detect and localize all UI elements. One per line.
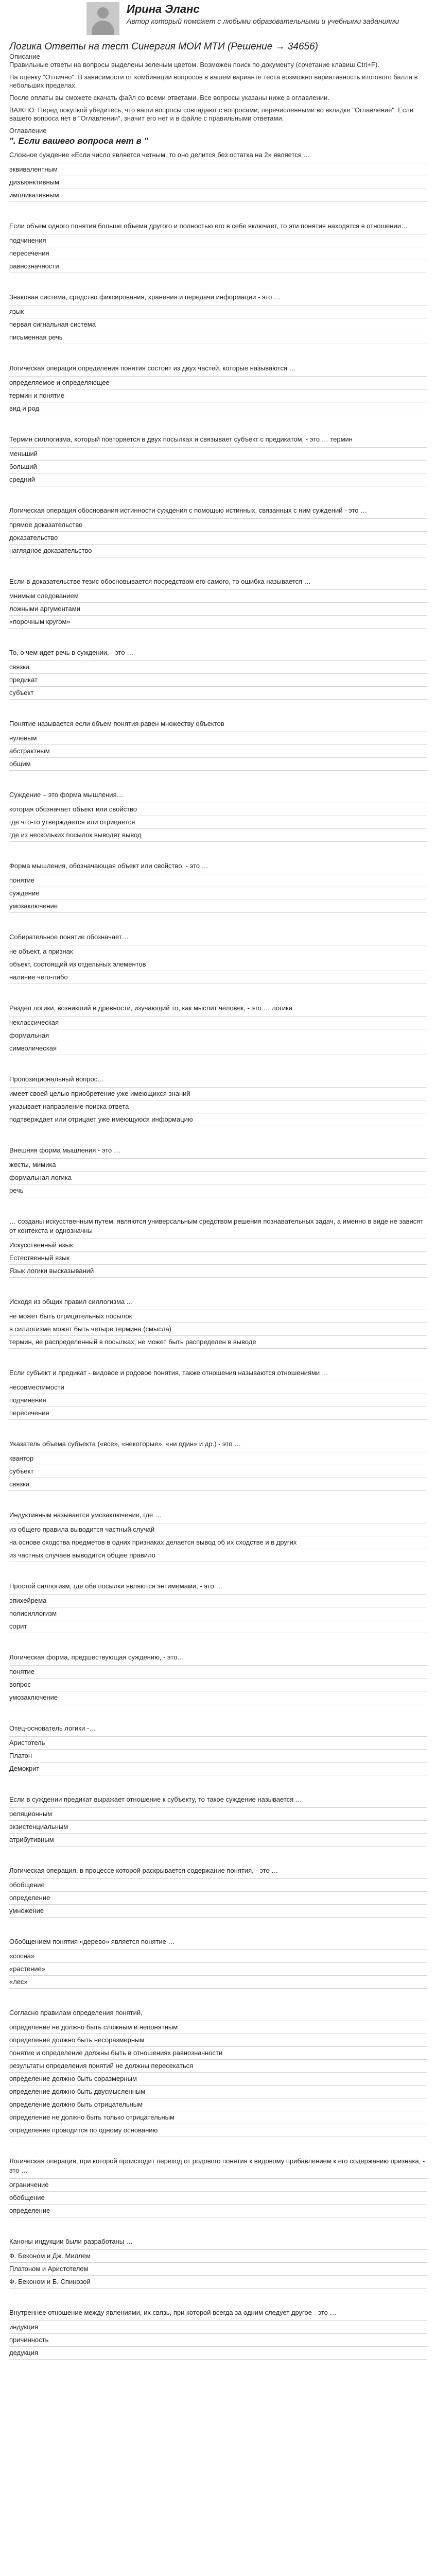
question-text: Простой силлогизм, где обе посылки являются энтимемами, - это … [9, 1582, 223, 1590]
question-block [9, 2237, 427, 2289]
author-description: Автор который поможет с любыми образовательными и учебными заданиями [127, 17, 399, 25]
answer-option: термин, не распределенный в посылках, не может быть распределен в выводе [9, 1335, 427, 1349]
toc-label: Оглавление [9, 127, 47, 134]
question-text: Обобщением понятия «дерево» является понятие … [9, 1938, 175, 1945]
question-block [9, 1866, 427, 1918]
question-text: То, о чем идет речь в суждении, - это … [9, 649, 134, 656]
answer-option: доказательство [9, 531, 427, 544]
answer-option: «порочным кругом» [9, 615, 427, 629]
answer-option: мнимым следованием [9, 589, 427, 602]
question-text: Логическая операция обоснования истинности суждения с помощью истинных, связанных с ним суждений - это … [9, 506, 368, 514]
answer-option: импликативным [9, 189, 427, 202]
question-block [9, 648, 427, 700]
answer-option: подчинения [9, 234, 427, 247]
answer-option: язык [9, 305, 427, 318]
question-block [9, 1582, 427, 1633]
answer-option: определение должно быть несоразмерным [9, 2033, 427, 2046]
answer-option: связка [9, 1478, 427, 1491]
answer-option: формальная [9, 1029, 427, 1042]
answer-option: где из нескольких посылок выводят вывод [9, 828, 427, 842]
answer-option: связка [9, 660, 427, 673]
answer-option: реляционным [9, 1807, 427, 1820]
answer-option: определение проводится по одному основанию [9, 2124, 427, 2137]
answer-option: определение [9, 1891, 427, 1904]
answer-option: определение должно быть отрицательным [9, 2098, 427, 2111]
question-text: Сложное суждение «Если число является четным, то оно делится без остатка на 2» является … [9, 151, 310, 159]
question-block [9, 506, 427, 557]
answer-option: атрибутивным [9, 1833, 427, 1846]
question-text: … созданы искусственным путем, являются универсальным средством решения познавательных задач, а именно в виде не зависят от контекста и однозначны [9, 1217, 424, 1234]
answer-option: средний [9, 473, 427, 486]
answer-option: пересечения [9, 1406, 427, 1420]
answer-option: символическая [9, 1042, 427, 1055]
answer-option: равнозначности [9, 260, 427, 273]
answer-option: «растение» [9, 1962, 427, 1975]
answer-option: эпихейрема [9, 1594, 427, 1607]
question-text: Указатель объема субъекта («все», «некоторые», «ни один» и др.) - это … [9, 1440, 241, 1448]
question-text: Логическая форма, предшествующая суждению, - это… [9, 1653, 184, 1661]
answer-option: предикат [9, 673, 427, 686]
answer-option: не может быть отрицательных посылок [9, 1310, 427, 1323]
question-block [9, 1937, 427, 1989]
answer-option: умножение [9, 1904, 427, 1918]
avatar-body-shape [92, 21, 114, 35]
question-text: Суждение – это форма мышления… [9, 791, 124, 799]
question-text: Если субъект и предикат - видовое и родовое понятия, также отношения называются отношениями … [9, 1369, 328, 1377]
question-block [9, 790, 427, 842]
answer-option: из частных случаев выводится общее правило [9, 1549, 427, 1562]
answer-option: ложными аргументами [9, 602, 427, 615]
question-block [9, 222, 427, 273]
answer-option: прямое доказательство [9, 518, 427, 531]
answer-option: дизъюнктивным [9, 176, 427, 189]
question-block [9, 364, 427, 415]
answer-option: подтверждает или отрицает уже имеющуюся информацию [9, 1113, 427, 1126]
question-block [9, 577, 427, 629]
question-text: Индуктивным называется умозаключение, где … [9, 1511, 162, 1519]
answer-option: формальная логика [9, 1171, 427, 1184]
answer-option: вопрос [9, 1678, 427, 1691]
answer-option: субъект [9, 686, 427, 700]
intro [9, 53, 427, 135]
intro-line: На оценку "Отлично". В зависимости от комбинации вопросов в вашем варианте теста возможно вариативность итогового балла в небольших пределах. [9, 73, 418, 89]
answer-option: определение [9, 2204, 427, 2217]
page-title: Логика Ответы на тест Синергия МОИ МТИ (Решение → 34656) [9, 41, 319, 52]
answer-option: первая сигнальная система [9, 318, 427, 331]
question-text: Согласно правилам определения понятий, [9, 2009, 143, 2016]
answer-option: нулевым [9, 732, 427, 744]
author-name[interactable]: Ирина Эланс [127, 3, 200, 15]
answer-option: обобщение [9, 1878, 427, 1891]
question-text: Внутреннее отношение между явлениями, их связь, при которой всегда за одним следует другое - это … [9, 2309, 337, 2316]
answer-option: ограничение [9, 2178, 427, 2191]
answer-option: имеет своей целью приобретение уже имеющихся знаний [9, 1087, 427, 1100]
answer-option: наличие чего-либо [9, 971, 427, 984]
answer-option: определение должно быть двусмысленным [9, 2085, 427, 2098]
question-text: Логическая операция, в процессе которой раскрывается содержание понятия, - это … [9, 1867, 278, 1874]
question-text: Внешняя форма мышления - это … [9, 1146, 120, 1154]
answer-option: обобщение [9, 2191, 427, 2204]
answer-option: Ф. Беконом и Б. Спинозой [9, 2275, 427, 2289]
question-text: Логическая операция определения понятия состоит из двух частей, которые называются … [9, 364, 296, 372]
answer-option: в силлогизме может быть четыре термина (смысла) [9, 1323, 427, 1335]
answer-option: из общего правила выводится частный случай [9, 1523, 427, 1536]
question-block [9, 2157, 427, 2217]
answer-option: на основе сходства предметов в одних признаках делается вывод об их сходстве и в других [9, 1536, 427, 1549]
question-block [9, 933, 427, 984]
answer-option: неклассическая [9, 1016, 427, 1029]
answer-option: сорит [9, 1620, 427, 1633]
question-block [9, 1146, 427, 1197]
question-block [9, 2008, 427, 2137]
answer-option: жесты, мимика [9, 1158, 427, 1171]
answer-option: Искусственный язык [9, 1239, 427, 1251]
answer-option: пересечения [9, 247, 427, 260]
avatar-head-shape [97, 7, 109, 19]
question-text: Исходя из общих правил силлогизма ... [9, 1298, 132, 1306]
question-text: Каноны индукции были разработаны … [9, 2238, 133, 2245]
author-info [127, 2, 399, 26]
answer-option: письменная речь [9, 331, 427, 344]
answer-option: определение не должно быть только отрицательным [9, 2111, 427, 2124]
answer-option: объект, состоящий из отдельных элементов [9, 958, 427, 971]
answer-option: Платон [9, 1749, 427, 1762]
answer-option: экзистенциальным [9, 1820, 427, 1833]
answer-option: меньший [9, 447, 427, 460]
question-text: Пропозициональный вопрос… [9, 1075, 104, 1083]
question-block [9, 435, 427, 486]
answer-option: полисиллогизм [9, 1607, 427, 1620]
answer-option: больший [9, 460, 427, 473]
answer-option: суждение [9, 887, 427, 900]
description-label: Описание [9, 53, 40, 60]
question-text: Знаковая система, средство фиксирования, хранения и передачи информации - это … [9, 293, 281, 301]
author-block [9, 0, 427, 35]
answer-option: эквивалентным [9, 163, 427, 176]
question-block [9, 1795, 427, 1846]
question-text: Если объем одного понятия больше объема другого и полностью его в себе включает, то эти понятия находятся в отношении… [9, 222, 408, 230]
answer-option: определение должно быть соразмерным [9, 2072, 427, 2085]
answer-option: указывает направление поиска ответа [9, 1100, 427, 1113]
answer-option: квантор [9, 1452, 427, 1465]
answer-option: индукция [9, 2320, 427, 2333]
answer-option: Естественный язык [9, 1251, 427, 1264]
answer-option: наглядное доказательство [9, 544, 427, 557]
answer-option: понятие и определение должны быть в отношениях равнозначности [9, 2046, 427, 2059]
question-block [9, 1511, 427, 1562]
intro-line: После оплаты вы сможете скачать файл со всеми ответами. Все вопросы указаны ниже в оглавлении. [9, 94, 329, 101]
question-list [9, 150, 427, 2360]
answer-option: дедукция [9, 2346, 427, 2360]
answer-option: определяемое и определяющее [9, 376, 427, 389]
section-header: ". Если вашего вопроса нет в " [9, 136, 148, 146]
answer-option: несовместимости [9, 1381, 427, 1394]
answer-option: не объект, а признак [9, 945, 427, 958]
answer-option: определение не должно быть сложным и непонятным [9, 2021, 427, 2033]
question-block [9, 1075, 427, 1126]
question-block [9, 293, 427, 344]
question-block [9, 1724, 427, 1775]
question-block [9, 861, 427, 913]
question-block [9, 1439, 427, 1491]
answer-option: Аристотель [9, 1736, 427, 1749]
answer-option: понятие [9, 874, 427, 887]
answer-option: термин и понятие [9, 389, 427, 402]
question-block [9, 719, 427, 771]
question-text: Если в доказательстве тезис обосновывается посредством его самого, то ошибка называется … [9, 578, 311, 585]
question-block [9, 1297, 427, 1349]
answer-option: подчинения [9, 1394, 427, 1406]
answer-option: которая обозначает объект или свойство [9, 803, 427, 816]
answer-option: где что-то утверждается или отрицается [9, 816, 427, 828]
question-block [9, 1004, 427, 1055]
answer-option: умозаключение [9, 900, 427, 913]
question-text: Если в суждении предикат выражает отношение к субъекту, то такое суждение называется … [9, 1795, 302, 1803]
answer-option: «сосна» [9, 1950, 427, 1962]
answer-option: вид и род [9, 402, 427, 415]
answer-option: абстрактным [9, 744, 427, 757]
question-text: Термин силлогизма, который повторяется в двух посылках и связывает субъект с предикатом, - это … термин [9, 435, 353, 443]
intro-line: ВАЖНО: Перед покупкой убедитесь, что ваши вопросы совпадают с вопросами, перечисленными во вкладке "Оглавление". Если вашего вопроса нет в "Оглавлении", значит его нет и в файле с правильными ответами. [9, 106, 414, 122]
answer-option: общим [9, 757, 427, 771]
answer-option: речь [9, 1184, 427, 1197]
question-text: Отец-основатель логики -… [9, 1724, 96, 1732]
question-text: Собирательное понятие обозначает… [9, 933, 129, 941]
question-text: Раздел логики, возникший в древности, изучающий то, как мыслит человек, - это … логика [9, 1004, 293, 1012]
intro-line: Правильные ответы на вопросы выделены зеленым цветом. Возможен поиск по документу (сочетание клавиш Ctrl+F). [9, 61, 379, 69]
answer-option: Язык логики высказываний [9, 1264, 427, 1278]
question-text: Форма мышления, обозначающая объект или свойство, - это … [9, 862, 208, 870]
answer-option: Ф. Беконом и Дж. Миллем [9, 2249, 427, 2262]
question-block [9, 1217, 427, 1278]
question-block [9, 1368, 427, 1420]
answer-option: умозаключение [9, 1691, 427, 1704]
answer-option: результаты определения понятий не должны пересекаться [9, 2059, 427, 2072]
question-text: Понятие называется если объем понятия равен множеству объектов [9, 720, 224, 727]
answer-option: Платоном и Аристотелем [9, 2262, 427, 2275]
question-block [9, 150, 427, 202]
answer-option: понятие [9, 1665, 427, 1678]
answer-option: причинность [9, 2333, 427, 2346]
question-text: Логическая операция, при которой происходит переход от родового понятия к видовому прибавлением к его содержанию признака, - это … [9, 2157, 425, 2174]
question-block [9, 2308, 427, 2360]
answer-option: «лес» [9, 1975, 427, 1989]
answer-option: субъект [9, 1465, 427, 1478]
avatar[interactable] [86, 2, 119, 35]
answer-option: Демокрит [9, 1762, 427, 1775]
question-block [9, 1653, 427, 1704]
